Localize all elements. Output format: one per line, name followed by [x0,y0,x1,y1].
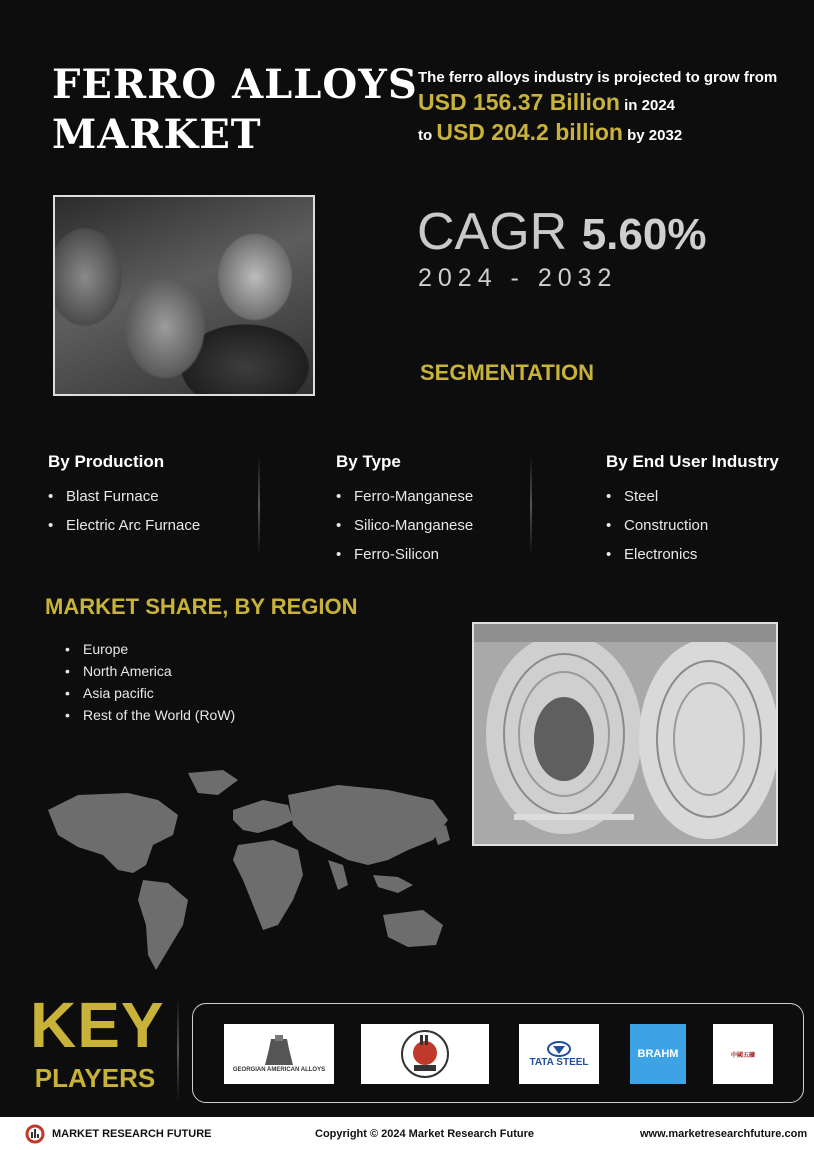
segment-column-production [48,452,200,540]
list-item: • Rest of the World (RoW) [65,707,236,723]
list-item: • Ferro-Silicon [336,546,440,563]
projection-intro: The ferro alloys industry is projected to grow from [418,69,778,86]
segment-list [48,482,200,540]
key-label: KEY [30,989,165,1061]
segment-list [606,482,779,569]
segment-heading: By Production [48,452,165,471]
tata-steel-logo [519,1024,599,1084]
value-2024: USD 156.37 Billion [418,89,620,115]
region-list [65,638,235,726]
cagr-period: 2024 - 2032 [418,264,618,292]
list-item: • Construction [606,517,709,534]
footer-website-link[interactable]: www.marketresearchfuture.com [640,1128,808,1140]
segment-heading: By End User Industry [606,452,779,471]
growth-projection [418,68,798,146]
column-divider [258,455,260,555]
region-title: MARKET SHARE, BY REGION [45,594,358,619]
to-label: to [418,127,433,144]
title-line-1: FERRO ALLOYS [52,61,418,108]
minmetals-logo [713,1024,773,1084]
footer-copyright: Copyright © 2024 Market Research Future [315,1128,535,1140]
segment-list [336,482,473,569]
projection-2032 [418,119,798,146]
list-item: • Blast Furnace [48,488,159,505]
sabayek-logo [361,1024,489,1084]
key-players-title [30,989,165,1096]
list-item: • Electric Arc Furnace [48,517,201,534]
list-item: • Ferro-Manganese [336,488,474,505]
key-players-divider [177,998,179,1102]
players-label: PLAYERS [34,1063,156,1093]
footer [0,1117,814,1150]
ferro-alloy-lumps-photo [53,195,315,396]
tata-emblem-icon [547,1041,571,1057]
logo-text: GEORGIAN AMERICAN ALLOYS [232,1067,326,1073]
list-item: • Silico-Manganese [336,517,474,534]
list-item: • North America [65,663,172,679]
cagr-block [417,200,706,267]
projection-2024 [418,89,798,116]
georgian-american-alloys-logo [224,1024,334,1084]
furnace-icon [259,1035,299,1067]
list-item: • Steel [606,488,659,505]
list-item: • Asia pacific [65,685,154,701]
in-year-label: in 2024 [624,97,676,114]
value-2032: USD 204.2 billion [436,119,623,145]
world-map [38,765,468,995]
segment-column-type [336,452,473,569]
cagr-value: 5.60% [581,210,707,259]
logo-text: BRAHM [637,1048,679,1060]
segmentation-title: SEGMENTATION [420,360,594,385]
title-line-2: MARKET [52,111,262,158]
key-players-panel [192,1003,804,1103]
logo-text: 中國五礦 [730,1052,755,1059]
brahm-logo [630,1024,686,1084]
segment-column-end-user [606,452,779,569]
cored-wire-coils-photo [472,622,778,846]
list-item: • Electronics [606,546,698,563]
cagr-label: CAGR [417,203,568,261]
mrf-logo-icon [25,1124,47,1144]
column-divider [530,455,532,555]
page-title [52,60,418,160]
footer-brand: MARKET RESEARCH FUTURE [52,1128,212,1140]
by-year-label: by 2032 [627,127,683,144]
sabayek-emblem-icon [400,1029,450,1079]
logo-text: TATA STEEL [529,1056,589,1068]
list-item: • Europe [65,641,129,657]
segment-heading: By Type [336,452,401,471]
